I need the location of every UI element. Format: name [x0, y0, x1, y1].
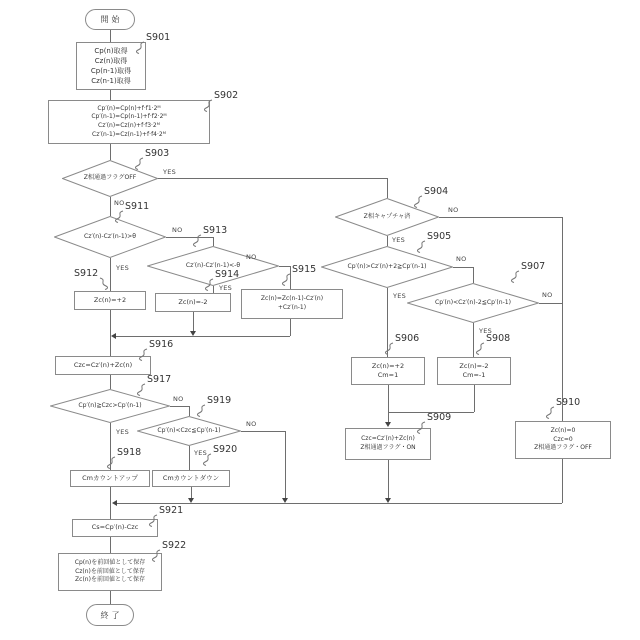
flow-line: [388, 460, 389, 498]
branch-label-no: NO: [172, 226, 183, 234]
decision-s907: [407, 283, 539, 323]
flow-line: [170, 406, 189, 407]
process-line: Cz′(n-1)=Cz(n-1)+f·f4·2ᴹ: [92, 130, 166, 138]
flow-line: [110, 144, 111, 160]
process-line: Z相通過フラグ・ON: [360, 444, 416, 451]
arrowhead-left: [111, 333, 116, 339]
decision-text: Cz′(n)-Cz′(n-1)>θ: [83, 232, 137, 240]
process-line: Cz′(n)=Cz(n)+f·f3·2ᴹ: [98, 122, 160, 129]
step-label-s919: S919: [207, 395, 231, 406]
decision-text: Cp′(n)>Cz′(n)+2≧Cp′(n-1): [347, 262, 427, 270]
process-line: Czc=Cz′(n)+Zc(n): [361, 435, 415, 443]
step-label-s913: S913: [203, 225, 227, 236]
process-line: Cp(n)取得: [94, 46, 128, 55]
step-label-s912: S912: [74, 268, 98, 279]
step-label-s902: S902: [214, 90, 238, 101]
leader-squiggle: [98, 277, 110, 290]
step-label-s901: S901: [146, 32, 170, 43]
flow-line: [110, 90, 111, 100]
branch-label-no: NO: [114, 199, 125, 207]
process-box-s922: [58, 553, 162, 591]
branch-label-no: NO: [246, 253, 257, 261]
process-line: Zc(n)を前回値として保存: [75, 576, 145, 584]
branch-label-yes: YES: [194, 449, 208, 457]
decision-text: Cp′(n)≧Czc>Cp′(n-1): [78, 401, 142, 409]
process-line: Cz(n-1)取得: [91, 77, 131, 86]
process-line: Zc(n)=-2: [459, 361, 489, 370]
leader-squiggle: [133, 157, 145, 170]
leader-squiggle: [134, 41, 146, 54]
process-box-s916: Czc=Cz′(n)+Zc(n): [55, 356, 151, 375]
step-label-s916: S916: [149, 339, 173, 350]
process-line: Cp(n)を前回値として保存: [74, 558, 146, 566]
arrowhead-down: [188, 498, 194, 503]
step-label-s922: S922: [162, 540, 186, 551]
process-box-s902: [48, 100, 210, 144]
leader-squiggle: [474, 342, 486, 355]
flow-line: [110, 487, 111, 519]
process-line: Zc(n)=0: [550, 426, 576, 434]
step-label-s909: S909: [427, 412, 451, 423]
flow-line: [116, 336, 290, 337]
process-line: Cp′(n)=Cp(n)+f·f1·2ᴹ: [97, 104, 161, 112]
flow-line: [473, 267, 474, 283]
terminal-start: [85, 9, 135, 30]
step-label-s921: S921: [159, 505, 183, 516]
flow-line: [285, 431, 286, 498]
leader-squiggle: [195, 404, 207, 417]
leader-squiggle: [509, 270, 521, 283]
flow-line: [387, 236, 388, 246]
leader-squiggle: [202, 99, 214, 112]
flow-line: [110, 30, 111, 42]
flow-line: [241, 431, 285, 432]
process-box-s914: Zc(n)=-2: [155, 293, 231, 312]
flow-line: [562, 217, 563, 421]
branch-label-no: NO: [456, 255, 467, 263]
step-label-s905: S905: [427, 231, 451, 242]
process-line: Cm=-1: [462, 371, 486, 379]
process-box-s921: Cs=Cp′(n)-Czc: [72, 519, 158, 537]
process-box-s912: Zc(n)=+2: [74, 291, 146, 310]
step-label-s911: S911: [125, 201, 149, 212]
leader-squiggle: [383, 342, 395, 355]
flow-line: [562, 459, 563, 503]
branch-label-yes: YES: [393, 292, 407, 300]
decision-s919: [137, 416, 241, 446]
step-label-s918: S918: [117, 447, 141, 458]
process-box-s910: [515, 421, 611, 459]
decision-text: Z相キャプチャ済: [363, 212, 411, 220]
leader-squiggle: [201, 453, 213, 466]
step-label-s910: S910: [556, 397, 580, 408]
leader-squiggle: [113, 210, 125, 223]
step-label-s903: S903: [145, 148, 169, 159]
leader-squiggle: [147, 514, 159, 527]
branch-label-yes: YES: [116, 428, 130, 436]
flow-line: [110, 591, 111, 604]
flow-line: [453, 267, 473, 268]
flow-line: [539, 303, 562, 304]
leader-squiggle: [191, 234, 203, 247]
leader-squiggle: [280, 273, 292, 286]
leader-squiggle: [203, 278, 215, 291]
leader-squiggle: [415, 421, 427, 434]
branch-label-no: NO: [448, 206, 459, 214]
process-line: Cz(n)を前回値として保存: [75, 567, 145, 575]
flow-line: [279, 266, 290, 267]
arrowhead-down: [385, 498, 391, 503]
branch-label-yes: YES: [392, 236, 406, 244]
leader-squiggle: [150, 549, 162, 562]
step-label-s904: S904: [424, 186, 448, 197]
process-line: Cp′(n-1)=Cp(n-1)+f·f2·2ᴹ: [91, 113, 167, 121]
step-label-s908: S908: [486, 333, 510, 344]
flow-line: [193, 312, 194, 331]
branch-label-yes: YES: [163, 168, 177, 176]
decision-s905: [321, 246, 453, 288]
flow-line: [213, 237, 214, 246]
process-box-s920: Cmカウントダウン: [152, 470, 230, 487]
decision-text: Z相通過フラグOFF: [83, 174, 137, 182]
branch-label-no: NO: [246, 420, 257, 428]
branch-label-no: NO: [542, 291, 553, 299]
process-line: Zc(n)=+2: [371, 361, 405, 370]
leader-squiggle: [135, 383, 147, 396]
step-label-s907: S907: [521, 261, 545, 272]
arrowhead-down: [282, 498, 288, 503]
process-line: +Cz′(n-1): [277, 304, 307, 311]
flow-line: [110, 258, 111, 291]
process-box-s915: [241, 289, 343, 319]
flow-line: [191, 487, 192, 498]
process-line: Czc=0: [553, 435, 573, 443]
decision-text: Cz′(n)-Cz′(n-1)<-θ: [185, 261, 241, 269]
flow-line: [117, 503, 562, 504]
flow-line: [110, 375, 111, 389]
leader-squiggle: [105, 456, 117, 469]
flow-line: [387, 178, 388, 198]
terminal-end: [86, 604, 134, 626]
decision-text: Cp′(n)<Czc≦Cp′(n-1): [157, 426, 221, 434]
arrowhead-down: [190, 331, 196, 336]
flow-line: [110, 537, 111, 553]
leader-squiggle: [544, 406, 556, 419]
leader-squiggle: [412, 195, 424, 208]
flow-line: [189, 406, 190, 416]
process-box-s906: [351, 357, 425, 385]
process-line: Zc(n)=Zc(n-1)-Cz′(n): [260, 295, 324, 303]
flow-line: [110, 197, 111, 216]
branch-label-no: NO: [173, 395, 184, 403]
step-label-s917: S917: [147, 374, 171, 385]
arrowhead-down: [385, 422, 391, 427]
process-line: Cz(n)取得: [94, 56, 128, 65]
process-line: Z相通過フラグ・OFF: [534, 444, 592, 452]
branch-label-yes: YES: [116, 264, 130, 272]
process-box-s908: [437, 357, 511, 385]
flow-line: [158, 178, 388, 179]
process-line: Cp(n-1)取得: [90, 67, 132, 75]
arrowhead-left: [112, 500, 117, 506]
decision-text: Cp′(n)<Cz′(n)-2≦Cp′(n-1): [434, 298, 512, 306]
process-line: Cm=1: [377, 371, 399, 379]
flow-line: [474, 385, 475, 412]
process-box-s918: Cmカウントアップ: [70, 470, 150, 487]
step-label-s906: S906: [395, 333, 419, 344]
flow-line: [388, 385, 389, 422]
flow-line: [439, 217, 562, 218]
branch-label-yes: YES: [219, 284, 233, 292]
step-label-s920: S920: [213, 444, 237, 455]
leader-squiggle: [415, 240, 427, 253]
flow-line: [189, 446, 190, 470]
flow-line: [166, 237, 213, 238]
leader-squiggle: [137, 348, 149, 361]
terminal-end-label: 終了: [100, 610, 123, 620]
step-label-s914: S914: [215, 269, 239, 280]
flow-line: [290, 319, 291, 336]
step-label-s915: S915: [292, 264, 316, 275]
terminal-start-label: 開始: [100, 15, 123, 24]
branch-label-yes: YES: [479, 327, 493, 335]
